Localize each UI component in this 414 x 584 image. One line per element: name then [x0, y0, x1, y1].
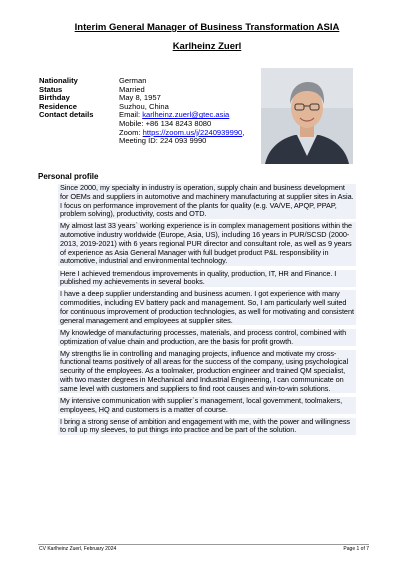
email-prefix: Email: [119, 110, 143, 120]
document-title: Interim General Manager of Business Transformation ASIA [74, 22, 340, 33]
profile-photo [261, 68, 353, 164]
profile-paragraph: My almost last 33 years` working experience is in complex management positions within the automotive industry worldwide (Europe, Asia, US), including 16 years in PUR/SCSD (2000-2013, 2019-2021) with 6 years regional PUR director and consultant role, as well as 9 years of experience as Asia General Manager with full budget product P&L responsibility in automotive, industrial and environmental technology. [58, 222, 356, 266]
detail-value: May 8, 1957 [119, 93, 161, 103]
person-name: Karlheinz Zuerl [172, 41, 242, 52]
detail-label: Residence [39, 101, 77, 111]
detail-row-contact [39, 111, 244, 145]
profile-heading: Personal profile [38, 172, 99, 181]
contact-values [119, 111, 244, 145]
portrait-illustration [261, 68, 353, 164]
detail-label: Birthday [39, 93, 70, 103]
detail-label: Status [39, 84, 63, 94]
meeting-id: Meeting ID: 224 093 9990 [119, 136, 207, 146]
profile-paragraph: My intensive communication with supplier`s management, local government, toolmakers, employees, HQ and customers is a matter of course. [58, 397, 356, 415]
profile-paragraph: Since 2000, my specialty in industry is operation, supply chain and business development for OEMs and suppliers in automotive and machinery manufacturing at supplier sites in Asia. I focus on performance improvement of the plants for quality (e.g. VA/VE, APQP, PPAP, problem solving), productivity, costs and OTD. [58, 184, 356, 219]
zoom-suffix: , [242, 127, 245, 137]
page-number: Page 1 of 7 [343, 546, 369, 552]
zoom-prefix: Zoom: [119, 127, 143, 137]
footer-divider [38, 544, 369, 545]
detail-value: Suzhou, China [119, 101, 169, 111]
profile-text [58, 184, 356, 439]
detail-value: German [119, 76, 147, 85]
personal-details [39, 77, 244, 146]
profile-paragraph: I bring a strong sense of ambition and engagement with me, with the power and willingness to roll up my sleeves, to put things into practice and be part of the solution. [58, 418, 356, 436]
detail-value: Married [119, 84, 145, 94]
mobile-number: Mobile: +86 134 8243 8080 [119, 118, 212, 128]
email-link[interactable]: karlheinz.zuerl@gtec.asia [142, 110, 230, 120]
detail-label: Nationality [39, 76, 78, 85]
zoom-link[interactable]: https://zoom.us/j/2240939990 [142, 127, 243, 137]
profile-paragraph: My strengths lie in controlling and managing projects, influence and motivate my cross-functional teams positively of all areas for the success of the company, using psychological security of the employees. As a toolmaker, production engineer and trained QM specialist, with two master degrees in Mechanical and Industrial Engineering, I can communicate on same level with customers and suppliers to find root causes and win-to-win solutions. [58, 350, 356, 394]
contact-label: Contact details [39, 110, 94, 120]
profile-paragraph: Here I achieved tremendous improvements in quality, production, IT, HR and Finance. I published my achievements in several books. [58, 270, 356, 288]
profile-paragraph: My knowledge of manufacturing processes, materials, and process control, combined with optimization of value chain and production, are the basis for profit growth. [58, 329, 356, 347]
footer-caption: CV Karlheinz Zuerl, February 2024 [39, 546, 117, 552]
profile-paragraph: I have a deep supplier understanding and business acumen. I got experience with many commodities, including EV battery pack and management. So, I am particularly well suited for continuous improvement of production technologies, as well for motivating and consistent general management and employees at supplier sites. [58, 290, 356, 325]
